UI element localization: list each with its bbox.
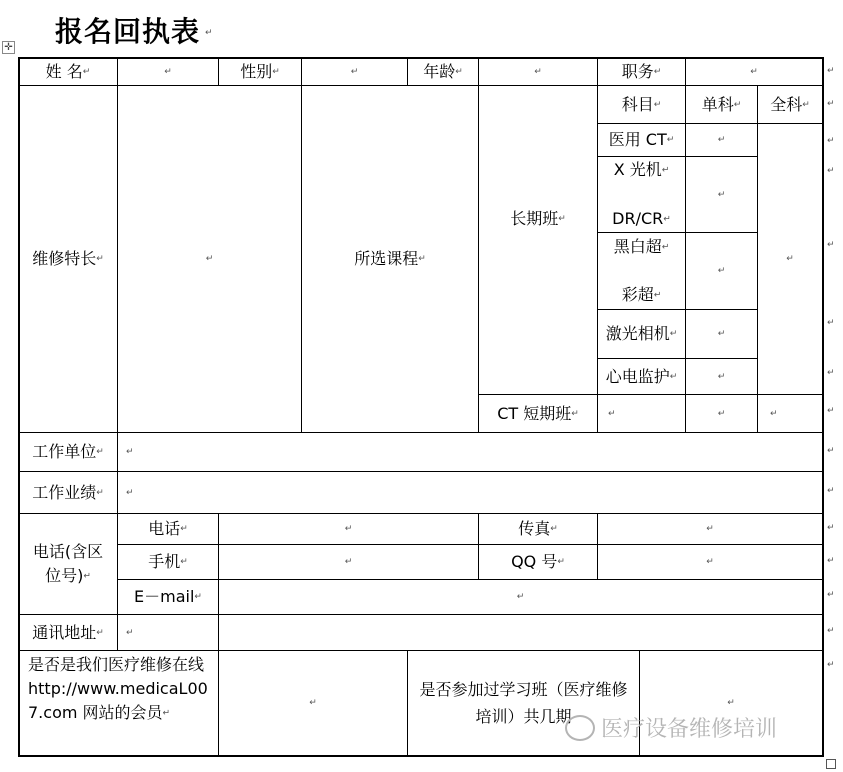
work-unit-label-cell: 工作单位 ↵	[19, 433, 117, 471]
ct-short-term-single-cell[interactable]: ↵	[717, 408, 726, 419]
long-term-label-cell: 长期班 ↵	[479, 86, 597, 394]
single-subject-header-cell: 单科 ↵	[686, 86, 757, 123]
row-end-mark: ↵	[827, 368, 835, 378]
address-label: 通讯地址	[32, 622, 97, 642]
subject-ct: 医用 CT	[608, 130, 667, 149]
row-end-mark: ↵	[827, 556, 835, 566]
work-unit-input-cell[interactable]: ↵	[126, 447, 134, 457]
age-label: 年龄	[423, 61, 456, 81]
row-end-mark: ↵	[827, 136, 835, 146]
work-unit-label: 工作单位	[32, 442, 97, 461]
subject-bw-ultrasound: 黑白超	[613, 236, 662, 256]
subject-laser-camera: 激光相机	[605, 324, 670, 343]
course-label-cell: 所选课程 ↵	[302, 86, 478, 432]
mobile-input-cell[interactable]: ↵	[344, 557, 353, 567]
row-end-mark: ↵	[827, 406, 835, 416]
subject-ultrasound-cell: 黑白超↵ 彩超↵	[613, 236, 670, 304]
subject-header: 科目	[621, 94, 654, 114]
table-border-bottom	[18, 755, 824, 757]
training-answer-cell[interactable]: ↵	[727, 698, 735, 708]
long-term-label: 长期班	[510, 209, 559, 228]
subject-xray: X 光机	[613, 160, 662, 179]
row-end-mark: ↵	[827, 626, 835, 636]
row-end-mark: ↵	[827, 486, 835, 496]
email-input-cell[interactable]: ↵	[516, 592, 525, 602]
position-label: 职务	[621, 61, 654, 81]
subject-ecg-monitor-cell: 心电监护 ↵	[598, 359, 685, 394]
work-achievement-input-cell[interactable]: ↵	[126, 487, 134, 498]
work-achievement-label-cell: 工作业绩 ↵	[19, 472, 117, 513]
email-label-cell: E－mail ↵	[118, 580, 218, 614]
qq-label: QQ 号	[511, 552, 558, 571]
table-border-right	[822, 57, 824, 757]
name-input-cell[interactable]: ↵	[164, 66, 172, 77]
watermark-text: 医疗设备维修培训	[601, 717, 778, 742]
fax-label-cell: 传真 ↵	[479, 514, 597, 544]
name-label-cell: 姓 名 ↵	[19, 58, 117, 85]
course-label: 所选课程	[354, 249, 419, 268]
phone-input-cell[interactable]: ↵	[344, 524, 353, 534]
title-end-mark: ↵	[205, 28, 213, 38]
subject-color-ultrasound: 彩超	[621, 285, 654, 304]
specialty-input-cell[interactable]: ↵	[205, 254, 214, 264]
row-end-mark: ↵	[827, 66, 835, 76]
qq-label-cell: QQ 号 ↵	[479, 545, 597, 579]
subject-drcr: DR/CR	[612, 208, 664, 228]
email-label: E－mail	[134, 587, 195, 606]
table-resize-handle-icon[interactable]	[826, 759, 836, 769]
subject-ct-single-cell[interactable]: ↵	[717, 135, 726, 145]
single-subject-header: 单科	[701, 94, 734, 114]
position-input-cell[interactable]: ↵	[750, 66, 758, 77]
name-label: 姓 名	[45, 61, 83, 81]
qq-input-cell[interactable]: ↵	[706, 557, 714, 567]
row-end-mark: ↵	[827, 660, 835, 670]
phone-group-label: 电话(含区位号)↵	[32, 541, 104, 585]
address-label-cell: 通讯地址 ↵	[19, 615, 117, 650]
position-label-cell: 职务 ↵	[598, 58, 685, 85]
fax-input-cell[interactable]: ↵	[706, 524, 714, 534]
ct-short-term-subject-cell[interactable]: ↵	[608, 408, 616, 419]
subject-ecg-monitor-single-cell[interactable]: ↵	[717, 371, 726, 382]
member-answer-cell[interactable]: ↵	[309, 698, 317, 708]
subject-ecg-monitor: 心电监护	[605, 366, 670, 386]
subject-laser-camera-single-cell[interactable]: ↵	[717, 329, 726, 339]
specialty-label: 维修特长	[32, 249, 97, 268]
gender-label: 性别	[240, 61, 273, 81]
age-label-cell: 年龄 ↵	[408, 58, 478, 85]
all-subject-header: 全科	[770, 94, 803, 114]
table-move-handle-icon[interactable]: ✛	[2, 41, 15, 54]
ct-short-term-all-cell[interactable]: ↵	[770, 408, 778, 419]
form-title: 报名回执表	[55, 15, 201, 48]
row-end-mark: ↵	[827, 590, 835, 600]
mobile-label: 手机	[148, 552, 181, 571]
phone-group-label-cell	[19, 514, 117, 614]
wechat-icon	[565, 715, 595, 741]
row-end-mark: ↵	[827, 166, 835, 176]
all-subject-header-cell: 全科 ↵	[758, 86, 822, 123]
row-end-mark: ↵	[827, 446, 835, 456]
gender-input-cell[interactable]: ↵	[350, 66, 359, 77]
subject-laser-camera-cell: 激光相机 ↵	[598, 310, 685, 358]
work-achievement-label: 工作业绩	[32, 482, 97, 502]
member-question-cell	[19, 651, 218, 755]
ct-short-term-label: CT 短期班	[497, 403, 572, 423]
subject-xray-cell: X 光机↵ DR/CR↵	[612, 160, 671, 228]
subject-xray-single-cell[interactable]: ↵	[717, 189, 726, 200]
subject-ct-cell: 医用 CT ↵	[598, 124, 685, 156]
fax-label: 传真	[518, 519, 551, 538]
row-end-mark: ↵	[827, 240, 835, 250]
all-subjects-input-cell[interactable]: ↵	[786, 254, 794, 264]
training-question: 是否参加过学习班（医疗维修培训）共几期	[419, 680, 628, 726]
row-end-mark: ↵	[827, 318, 835, 328]
specialty-label-cell: 维修特长 ↵	[19, 86, 117, 432]
subject-header-cell: 科目 ↵	[598, 86, 685, 123]
phone-label: 电话	[148, 519, 181, 538]
mobile-label-cell: 手机 ↵	[118, 545, 218, 579]
row-end-mark: ↵	[827, 99, 835, 109]
member-question: 是否是我们医疗维修在线 http://www.medicaL007.com 网站的会员↵	[28, 655, 208, 722]
age-input-cell[interactable]: ↵	[534, 66, 542, 77]
gender-label-cell: 性别 ↵	[219, 58, 301, 85]
ct-short-term-label-cell: CT 短期班 ↵	[479, 395, 597, 432]
subject-ultrasound-single-cell[interactable]: ↵	[717, 266, 726, 276]
row-end-mark: ↵	[827, 523, 835, 533]
address-input-cell[interactable]: ↵	[126, 627, 134, 638]
phone-label-cell: 电话 ↵	[118, 514, 218, 544]
watermark	[565, 712, 777, 743]
